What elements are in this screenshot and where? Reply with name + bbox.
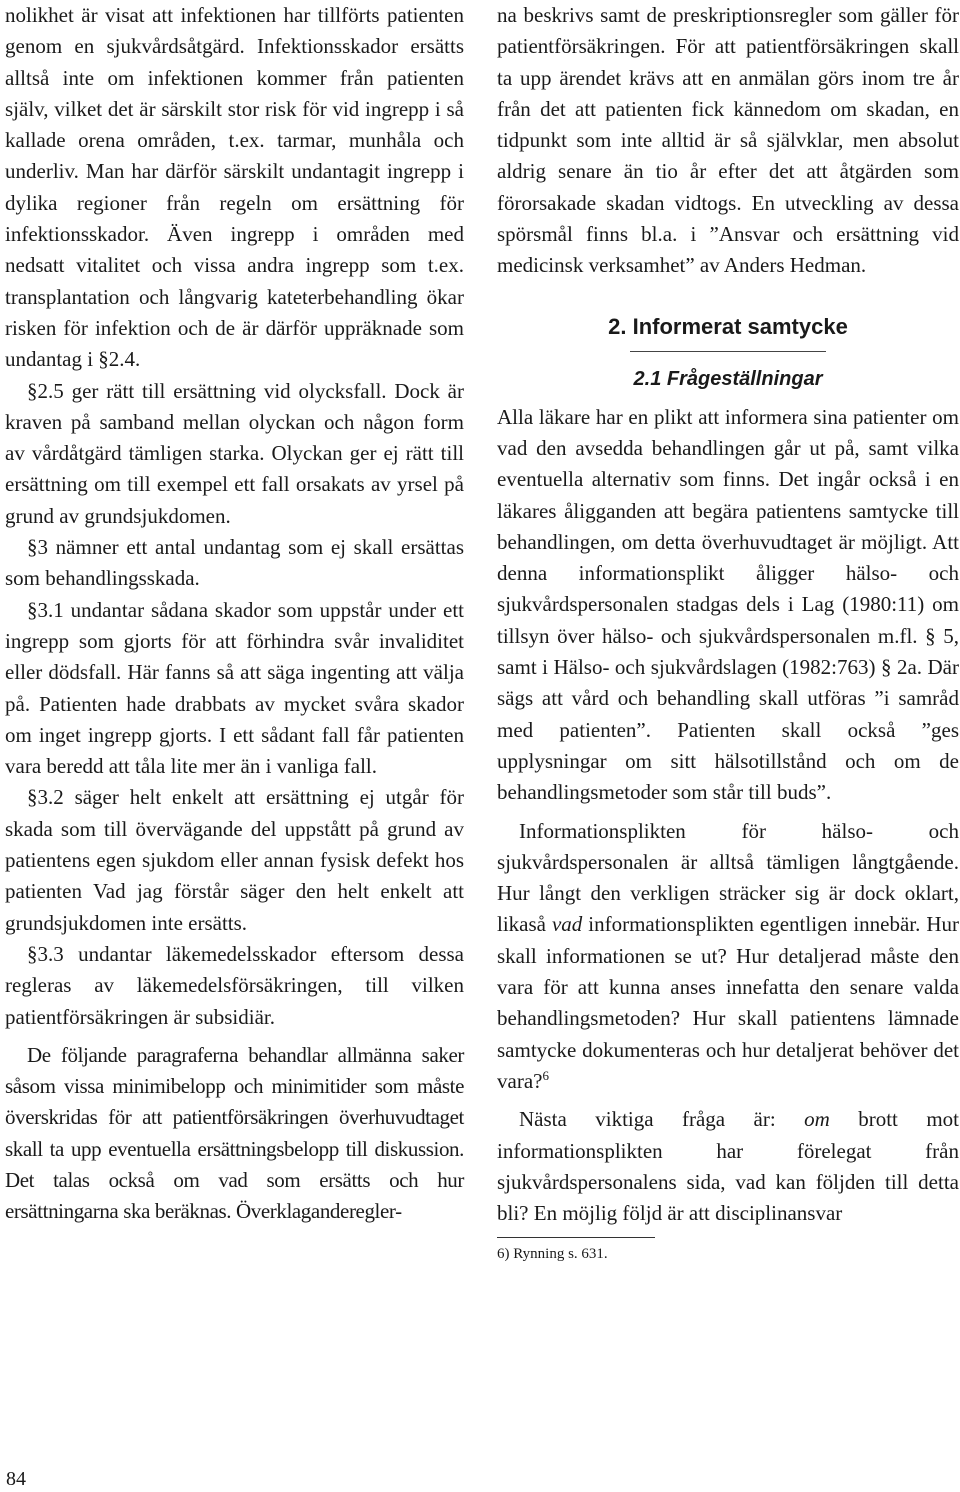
paragraph-duty-to-inform: Alla läkare har en plikt att informera sina patienter om vad den avsedda behandlingen går ut på, samt vilka eventuella alternativ som finns. Det ingår också i en läkares åligganden att begära patientens samtycke till behandlingen, om detta överhuvudtaget är möjligt. Att denna informationsplikt åligger hälso- och sjukvårdspersonalen stadgas dels i Lag (1980:11) om tillsyn över hälso- och sjukvårdspersonalen m.fl. § 5, samt i Hälso- och sjukvårdslagen (1982:763) § 2a. Där sägs att vård och behandling skall utföras ”i samråd med patienten”. Patienten skall också ”ges upplysningar om sitt hälsotillstånd och om de behandlingsmetoder som står till buds”. — [497, 404, 959, 805]
emphasis-word: vad — [551, 912, 583, 937]
heading-divider — [630, 351, 826, 352]
left-column — [5, 0, 464, 1228]
paragraph-section-3: §3 nämner ett antal undantag som ej skall ersättas som behandlingsskada. — [5, 535, 464, 591]
paragraph-infection: nolikhet är visat att infektionen har tillförts patienten genom en sjukvårdsåtgärd. Infektionsskador ersätts alltså inte om infektionen kommer från patienten själv, vilket det är särskilt stor risk för vid ingrepp i så kallade orena områden, t.ex. tarmar, munhåla och underliv. Man har därför särskilt undantagit ingrepp i dylika regioner från regeln om ersättning för infektionsskador. Även ingrepp i områden med nedsatt vitalitet och vissa andra ingrepp som t.ex. transplantation och långvarig kateterbehandling ökar risken för infektion och de är därför uppräknade som undantag i §2.4. — [5, 3, 464, 372]
paragraph-section-3-3: §3.3 undantar läkemedelsskador eftersom dessa regleras av läkemedelsförsäkringen, till vilken patientförsäkringen är subsidiär. — [5, 941, 464, 1029]
page-number: 84 — [6, 1468, 26, 1490]
paragraph-next-question — [497, 1104, 959, 1229]
paragraph-section-2-5: §2.5 ger rätt till ersättning vid olycksfall. Dock är kraven på samband mellan olyckan och någon form av vårdåtgärd tämligen starka. Olyckan ger ej rätt till ersättning om till exempel ett fall orsakats av yrsel på grund av grundsjukdomen. — [5, 378, 464, 528]
footnote: 6) Rynning s. 631. — [497, 1246, 608, 1263]
paragraph-section-3-1: §3.1 undantar sådana skador som uppstår under ett ingrepp som gjorts för att förhindra svår invaliditet eller dödsfall. Här fanns så att säga ingenting att välja på. Patienten hade drabbats av mycket svåra skador om inget ingrepp gjorts. I ett sådant fall får patienten vara beredd att tåla lite mer än i vanliga fall. — [5, 597, 464, 779]
paragraph-text: Informationsplikten för hälso- och sjukvårdspersonalen är alltså tämligen långtgående. Hur långt den verkligen sträcker sig är dock oklart, likaså — [497, 818, 959, 937]
footnote-divider — [497, 1237, 655, 1238]
paragraph-scope-of-duty — [497, 816, 959, 1098]
paragraph-general-rules: De följande paragraferna behandlar allmänna saker såsom vissa minimibelopp och minimitider som måste överskridas för att patientförsäkringen överhuvudtaget skall ta upp eventuella ersättningsbelopp till diskussion. Det talas också om vad som ersätts och hur ersättningarna ska beräknas. Överklaganderegler- — [5, 1042, 464, 1224]
paragraph-text: informationsplikten egentligen innebär. Hur skall informationen se ut? Hur detaljerad måste den vara för att kunna anses innefatta den senare valda behandlingsmetoden? Hur skall patientens lämnade samtycke dokumenteras och hur detaljerat behöver det vara? — [497, 912, 960, 1093]
paragraph-section-3-2: §3.2 säger helt enkelt att ersättning ej utgår för skada som till övervägande del uppstått på grund av patientens egen sjukdom eller annan fysisk defekt hos patienten Vad jag förstår säger den helt enkelt att grundsjukdomen inte ersätts. — [5, 785, 464, 935]
emphasis-word: om — [804, 1107, 830, 1132]
section-heading: 2. Informerat samtycke — [608, 313, 848, 339]
footnote-reference: 6 — [542, 1067, 549, 1083]
paragraph-prescription-rules: na beskrivs samt de preskriptionsregler som gäller för patientförsäkringen. För att patientförsäkringen skall ta upp ärendet krävs att en anmälan görs inom tre år från det att patienten fick kännedom om skadan, en tidpunkt som inte alltid är så självklar, men absolut aldrig senare än tio år efter det att åtgärden som förorsakade skadan vidtogs. En utveckling av dessa spörsmål finns bl.a. i ”Ansvar och ersättning vid medicinsk verksamhet” av Anders Hedman. — [497, 3, 959, 278]
paragraph-text: Nästa viktiga fråga är: — [519, 1107, 805, 1132]
right-column — [497, 0, 959, 1264]
subsection-heading: 2.1 Frågeställningar — [633, 367, 823, 390]
paragraph-text: brott mot informationsplikten har förelegat från sjukvårdspersonalens sida, vad kan följden till detta bli? En möjlig följd är att disciplinansvar — [497, 1107, 959, 1226]
